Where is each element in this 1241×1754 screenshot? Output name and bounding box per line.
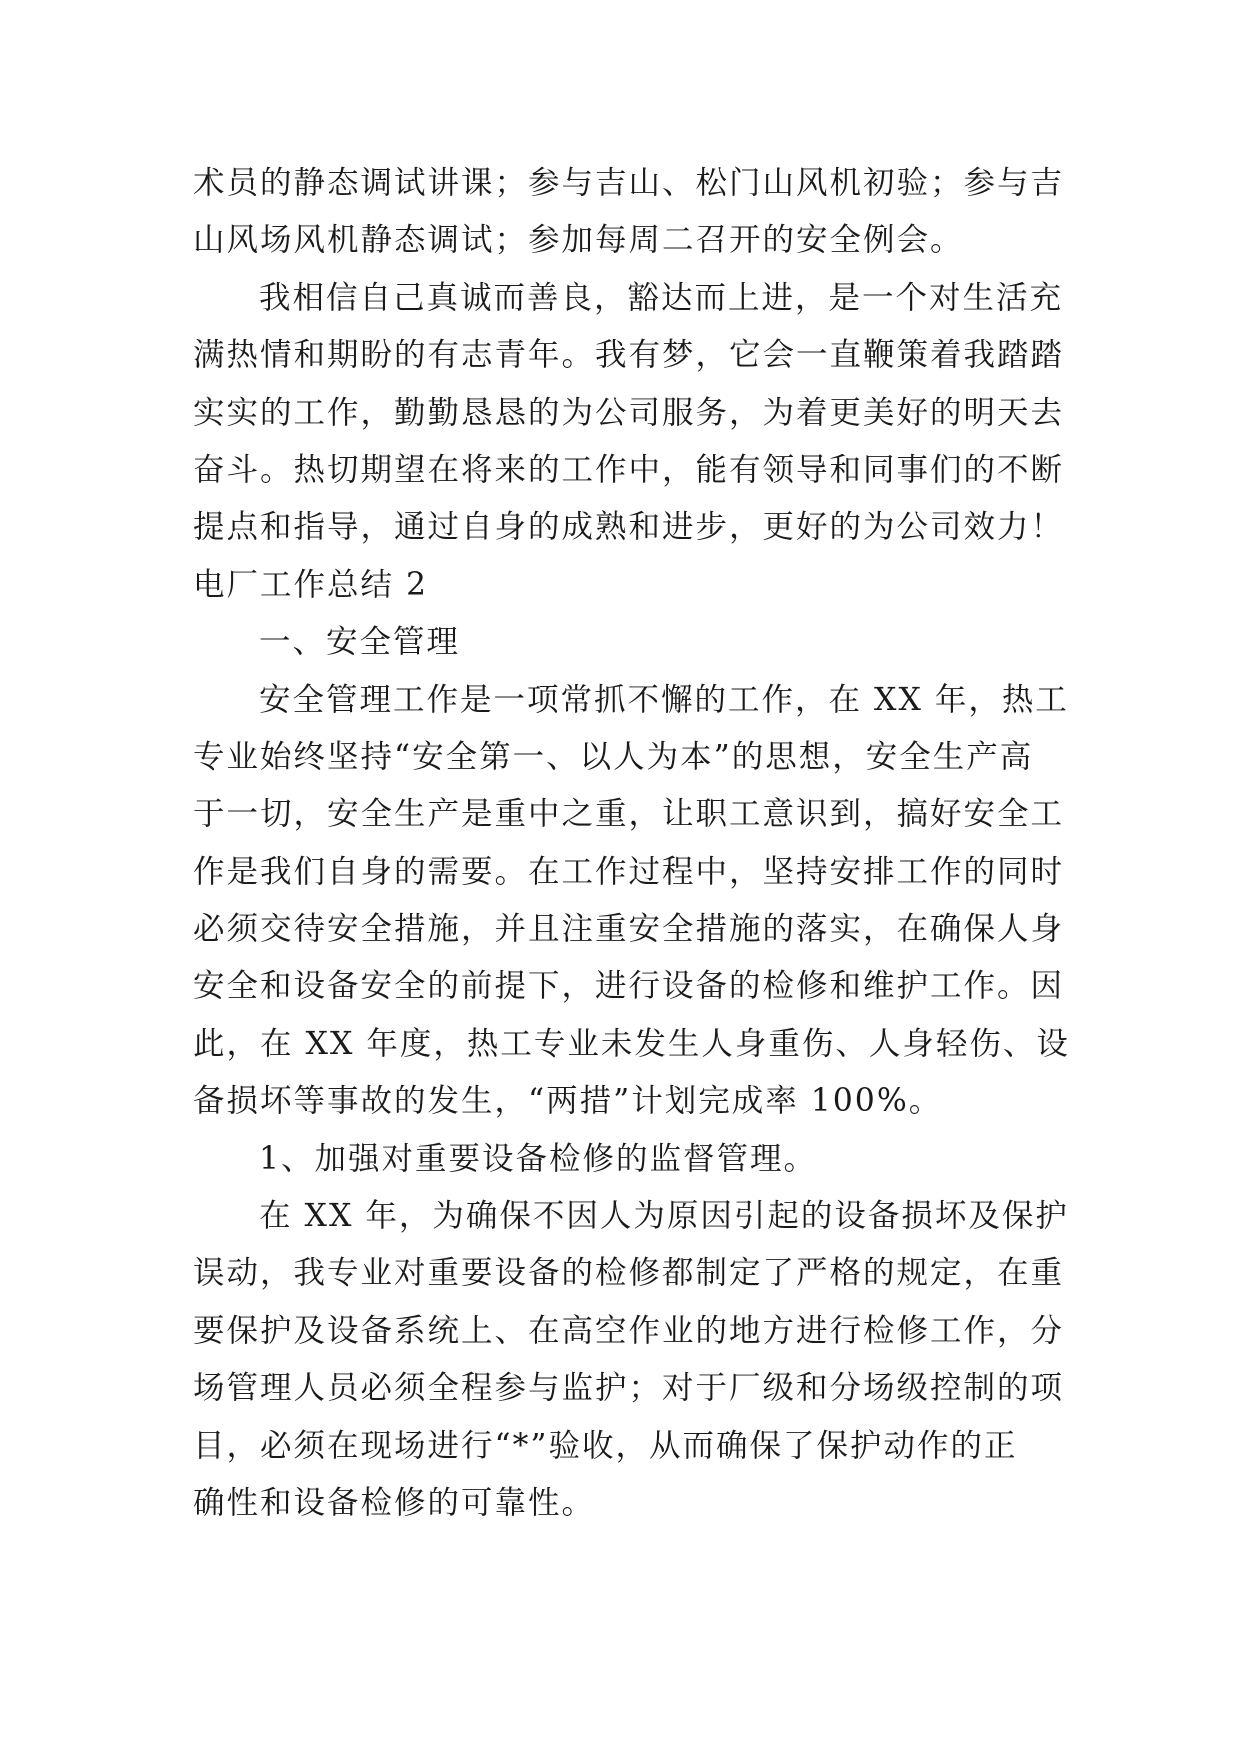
subsection-heading: 1、加强对重要设备检修的监督管理。	[259, 1140, 818, 1177]
text-line: 专业始终坚持“安全第一、以人为本”的思想，安全生产高	[193, 738, 1034, 775]
text-line: 场管理人员必须全程参与监护；对于厂级和分场级控制的项	[193, 1370, 1065, 1407]
section-heading: 一、安全管理	[259, 624, 461, 661]
text-line: 确性和设备检修的可靠性。	[193, 1484, 596, 1521]
text-line: 山风场风机静态调试；参加每周二召开的安全例会。	[193, 222, 964, 259]
text-line: 作是我们自身的需要。在工作过程中，坚持安排工作的同时	[193, 853, 1065, 890]
text-line: 要保护及设备系统上、在高空作业的地方进行检修工作，分	[193, 1312, 1065, 1349]
text-line: 提点和指导，通过自身的成熟和进步，更好的为公司效力！	[193, 509, 1065, 546]
text-line: 备损坏等事故的发生，“两措”计划完成率 100%。	[193, 1083, 943, 1120]
text-line: 误动，我专业对重要设备的检修都制定了严格的规定，在重	[193, 1255, 1065, 1292]
paragraph-start-line: 我相信自己真诚而善良，豁达而上进，是一个对生活充	[259, 279, 1064, 316]
text-line: 术员的静态调试讲课；参与吉山、松门山风机初验；参与吉	[193, 165, 1065, 201]
text-line: 于一切，安全生产是重中之重，让职工意识到，搞好安全工	[193, 796, 1065, 833]
paragraph-start-line: 安全管理工作是一项常抓不懈的工作，在 XX 年，热工	[259, 681, 1069, 718]
text-line: 此，在 XX 年度，热工专业未发生人身重伤、人身轻伤、设	[193, 1025, 1070, 1062]
text-line: 目，必须在现场进行“*”验收，从而确保了保护动作的正	[193, 1427, 1018, 1464]
paragraph-start-line: 在 XX 年，为确保不因人为原因引起的设备损坏及保护	[259, 1198, 1069, 1235]
text-line: 安全和设备安全的前提下，进行设备的检修和维护工作。因	[193, 968, 1065, 1005]
text-line: 实实的工作，勤勤恳恳的为公司服务，为着更美好的明天去	[193, 394, 1065, 431]
text-line: 满热情和期盼的有志青年。我有梦，它会一直鞭策着我踏踏	[193, 337, 1065, 374]
document-body	[193, 155, 1070, 1532]
text-line: 奋斗。热切期望在将来的工作中，能有领导和同事们的不断	[193, 451, 1065, 488]
text-line: 必须交待安全措施，并且注重安全措施的落实，在确保人身	[193, 911, 1065, 948]
section-title: 电厂工作总结 2	[193, 566, 429, 603]
